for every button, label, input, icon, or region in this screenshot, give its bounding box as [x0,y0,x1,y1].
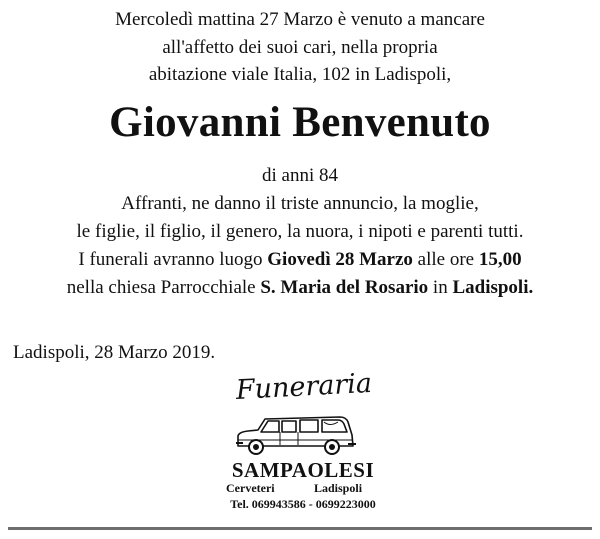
bottom-divider [8,527,592,530]
intro-line-3: abitazione viale Italia, 102 in Ladispoli, [148,64,452,85]
announcement-line-3 [0,246,600,274]
town-ladispoli: Ladispoli [314,481,363,495]
announcement-text [0,190,600,302]
announcement-line-1: Affranti, ne danno il triste annuncio, la moglie, [121,193,479,214]
place-date: Ladispoli, 28 Marzo 2019. [13,342,216,363]
hearse-icon [234,410,358,458]
intro-text [0,6,600,89]
age-line: di anni 84 [262,165,338,186]
funeral-text-b: alle ore [412,249,479,270]
announcement-line-2: le figlie, il figlio, il genero, la nuora, i nipoti e parenti tutti. [76,221,524,242]
church-name: S. Maria del Rosario [260,277,429,298]
funeral-time: 15,00 [478,249,522,270]
deceased-name: Giovanni Benvenuto [109,99,491,146]
town-cerveteri: Cerveteri [226,481,275,495]
church-text-a: nella chiesa Parrocchiale [66,277,261,298]
funeral-home-name: SAMPAOLESI [231,458,375,482]
funeral-home-logo [208,367,398,515]
intro-line-2: all'affetto dei suoi cari, nella propria [162,36,438,58]
funeral-home-title: Funeraria [235,367,373,406]
funeral-home-phones: Tel. 069943586 - 0699223000 [230,497,376,511]
intro-line-1: Mercoledì mattina 27 Marzo è venuto a mancare [115,9,485,30]
announcement-line-4 [0,274,600,302]
church-text-b: in [428,277,453,298]
funeral-text-a: I funerali avranno luogo [78,249,268,270]
funeral-day: Giovedì 28 Marzo [267,249,413,270]
church-city: Ladispoli. [452,277,534,298]
